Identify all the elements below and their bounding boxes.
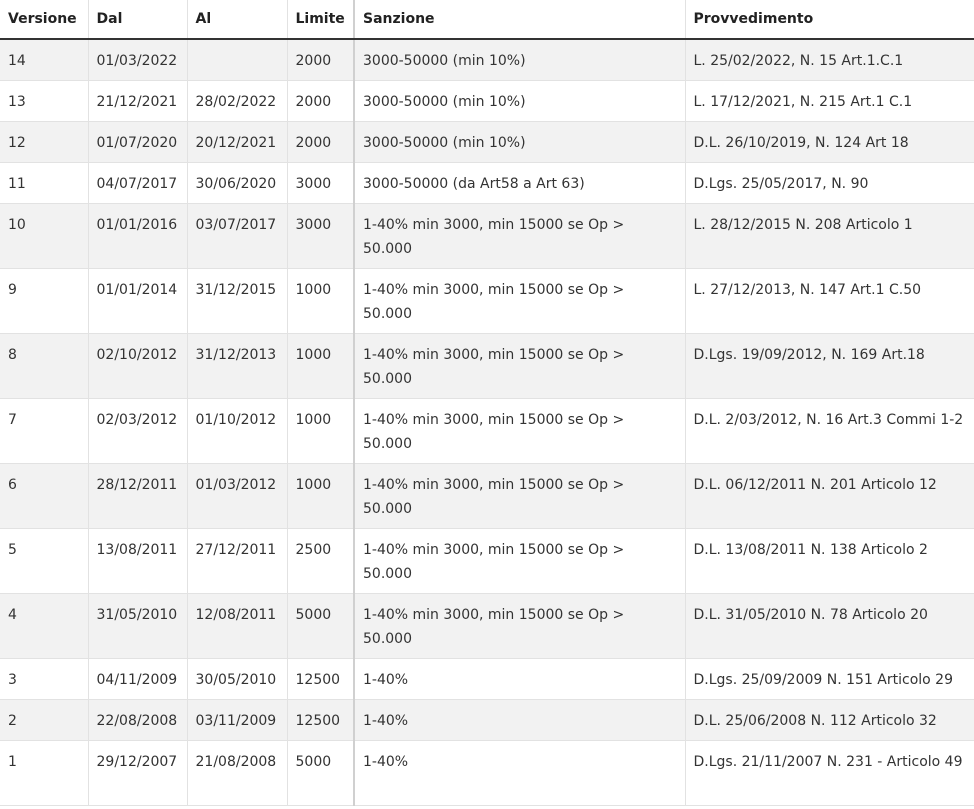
cell-sanzione: 1-40% xyxy=(354,700,685,741)
cell-dal: 02/10/2012 xyxy=(88,334,187,399)
table-header xyxy=(0,0,974,39)
cell-dal: 04/11/2009 xyxy=(88,659,187,700)
cell-limite: 12500 xyxy=(287,659,354,700)
cell-al: 31/12/2015 xyxy=(187,269,287,334)
cell-al: 20/12/2021 xyxy=(187,122,287,163)
cell-provvedimento: D.L. 06/12/2011 N. 201 Articolo 12 xyxy=(685,464,974,529)
cell-sanzione: 1-40% min 3000, min 15000 se Op > 50.000 xyxy=(354,334,685,399)
cell-limite: 2000 xyxy=(287,122,354,163)
cell-al xyxy=(187,39,287,81)
cell-al: 21/08/2008 xyxy=(187,741,287,806)
cell-dal: 02/03/2012 xyxy=(88,399,187,464)
cell-al: 12/08/2011 xyxy=(187,594,287,659)
cell-versione: 8 xyxy=(0,334,88,399)
cell-provvedimento: D.L. 13/08/2011 N. 138 Articolo 2 xyxy=(685,529,974,594)
cell-limite: 12500 xyxy=(287,700,354,741)
cell-dal: 01/01/2016 xyxy=(88,204,187,269)
cell-al: 01/10/2012 xyxy=(187,399,287,464)
cell-versione: 14 xyxy=(0,39,88,81)
cell-dal: 13/08/2011 xyxy=(88,529,187,594)
cell-versione: 5 xyxy=(0,529,88,594)
cell-sanzione: 1-40% min 3000, min 15000 se Op > 50.000 xyxy=(354,464,685,529)
cell-dal: 01/01/2014 xyxy=(88,269,187,334)
cell-versione: 9 xyxy=(0,269,88,334)
cell-provvedimento: D.Lgs. 25/05/2017, N. 90 xyxy=(685,163,974,204)
cell-sanzione: 1-40% min 3000, min 15000 se Op > 50.000 xyxy=(354,399,685,464)
cell-versione: 12 xyxy=(0,122,88,163)
cell-limite: 1000 xyxy=(287,269,354,334)
column-header-limite: Limite xyxy=(287,0,354,39)
cell-versione: 10 xyxy=(0,204,88,269)
cell-limite: 2500 xyxy=(287,529,354,594)
cell-al: 30/05/2010 xyxy=(187,659,287,700)
cell-versione: 6 xyxy=(0,464,88,529)
cell-limite: 2000 xyxy=(287,81,354,122)
cell-dal: 01/03/2022 xyxy=(88,39,187,81)
table-row xyxy=(0,163,974,204)
cell-sanzione: 1-40% min 3000, min 15000 se Op > 50.000 xyxy=(354,204,685,269)
table-row xyxy=(0,204,974,269)
cell-versione: 7 xyxy=(0,399,88,464)
table-row xyxy=(0,269,974,334)
cell-sanzione: 1-40% min 3000, min 15000 se Op > 50.000 xyxy=(354,594,685,659)
cell-limite: 1000 xyxy=(287,334,354,399)
cell-sanzione: 3000-50000 (min 10%) xyxy=(354,122,685,163)
cell-sanzione: 3000-50000 (min 10%) xyxy=(354,39,685,81)
cell-dal: 04/07/2017 xyxy=(88,163,187,204)
cell-dal: 28/12/2011 xyxy=(88,464,187,529)
cell-sanzione: 3000-50000 (da Art58 a Art 63) xyxy=(354,163,685,204)
cell-provvedimento: D.Lgs. 25/09/2009 N. 151 Articolo 29 xyxy=(685,659,974,700)
cell-limite: 2000 xyxy=(287,39,354,81)
cell-versione: 11 xyxy=(0,163,88,204)
column-header-dal: Dal xyxy=(88,0,187,39)
table-row xyxy=(0,399,974,464)
table-row xyxy=(0,334,974,399)
cell-versione: 3 xyxy=(0,659,88,700)
cell-versione: 13 xyxy=(0,81,88,122)
table-row xyxy=(0,122,974,163)
cell-provvedimento: D.Lgs. 21/11/2007 N. 231 - Articolo 49 xyxy=(685,741,974,806)
cell-provvedimento: L. 17/12/2021, N. 215 Art.1 C.1 xyxy=(685,81,974,122)
cell-sanzione: 1-40% min 3000, min 15000 se Op > 50.000 xyxy=(354,269,685,334)
column-header-al: Al xyxy=(187,0,287,39)
cell-dal: 22/08/2008 xyxy=(88,700,187,741)
cell-provvedimento: L. 28/12/2015 N. 208 Articolo 1 xyxy=(685,204,974,269)
cell-al: 01/03/2012 xyxy=(187,464,287,529)
table-row xyxy=(0,700,974,741)
cell-sanzione: 1-40% xyxy=(354,741,685,806)
cell-versione: 4 xyxy=(0,594,88,659)
cell-dal: 31/05/2010 xyxy=(88,594,187,659)
cell-limite: 5000 xyxy=(287,594,354,659)
column-header-provvedimento: Provvedimento xyxy=(685,0,974,39)
cell-versione: 1 xyxy=(0,741,88,806)
table-row xyxy=(0,529,974,594)
cell-limite: 1000 xyxy=(287,399,354,464)
cell-limite: 3000 xyxy=(287,163,354,204)
cell-sanzione: 1-40% xyxy=(354,659,685,700)
header-row xyxy=(0,0,974,39)
cell-al: 03/11/2009 xyxy=(187,700,287,741)
table-row xyxy=(0,39,974,81)
cell-provvedimento: D.L. 26/10/2019, N. 124 Art 18 xyxy=(685,122,974,163)
column-header-sanzione: Sanzione xyxy=(354,0,685,39)
cell-dal: 29/12/2007 xyxy=(88,741,187,806)
cell-limite: 1000 xyxy=(287,464,354,529)
cell-provvedimento: D.Lgs. 19/09/2012, N. 169 Art.18 xyxy=(685,334,974,399)
cell-dal: 21/12/2021 xyxy=(88,81,187,122)
table-row xyxy=(0,594,974,659)
cell-provvedimento: D.L. 2/03/2012, N. 16 Art.3 Commi 1-2 xyxy=(685,399,974,464)
cell-sanzione: 1-40% min 3000, min 15000 se Op > 50.000 xyxy=(354,529,685,594)
cell-provvedimento: L. 27/12/2013, N. 147 Art.1 C.50 xyxy=(685,269,974,334)
table-row xyxy=(0,741,974,806)
cell-al: 31/12/2013 xyxy=(187,334,287,399)
cell-limite: 3000 xyxy=(287,204,354,269)
cell-provvedimento: D.L. 25/06/2008 N. 112 Articolo 32 xyxy=(685,700,974,741)
table-row xyxy=(0,81,974,122)
table-row xyxy=(0,464,974,529)
table-body xyxy=(0,39,974,806)
column-header-versione: Versione xyxy=(0,0,88,39)
cell-provvedimento: D.L. 31/05/2010 N. 78 Articolo 20 xyxy=(685,594,974,659)
table-row xyxy=(0,659,974,700)
cell-al: 28/02/2022 xyxy=(187,81,287,122)
cell-provvedimento: L. 25/02/2022, N. 15 Art.1.C.1 xyxy=(685,39,974,81)
cell-al: 03/07/2017 xyxy=(187,204,287,269)
cell-limite: 5000 xyxy=(287,741,354,806)
cell-dal: 01/07/2020 xyxy=(88,122,187,163)
cell-al: 30/06/2020 xyxy=(187,163,287,204)
cell-al: 27/12/2011 xyxy=(187,529,287,594)
cell-sanzione: 3000-50000 (min 10%) xyxy=(354,81,685,122)
cell-versione: 2 xyxy=(0,700,88,741)
